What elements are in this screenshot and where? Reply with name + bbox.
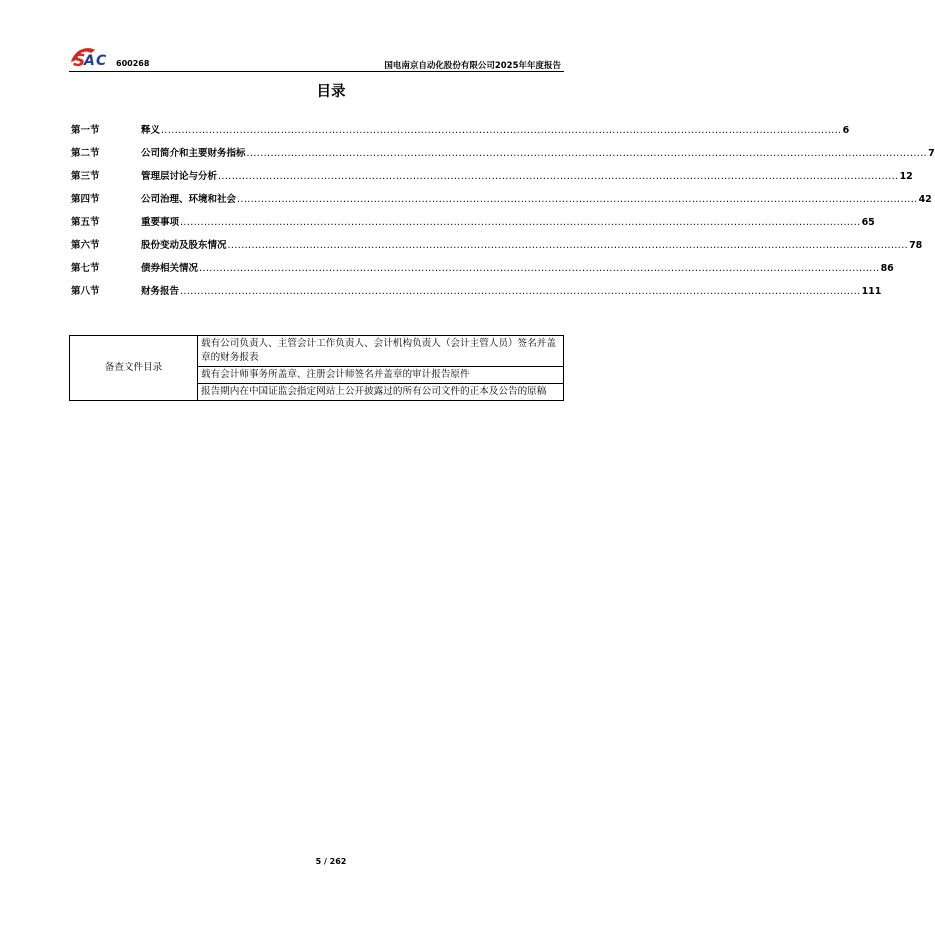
toc-leader-dots: ....................................................................................................................................................................................................... bbox=[218, 171, 899, 182]
svg-text:A: A bbox=[84, 53, 95, 69]
reference-doc-item: 报告期内在中国证监会指定网站上公开披露过的所有公司文件的正本及公告的原稿 bbox=[198, 384, 564, 401]
toc-page-number: 6 bbox=[842, 125, 850, 136]
toc-page-number: 12 bbox=[899, 171, 913, 182]
toc-section-name: 股份变动及股东情况 bbox=[141, 240, 227, 251]
toc-section-number: 第七节 bbox=[71, 263, 100, 274]
table-of-contents bbox=[71, 122, 935, 306]
table-row bbox=[70, 336, 564, 367]
toc-section-number: 第五节 bbox=[71, 217, 100, 228]
toc-leader-dots: ....................................................................................................................................................................................................... bbox=[180, 217, 861, 228]
toc-item[interactable] bbox=[71, 214, 875, 237]
toc-page-number: 7 bbox=[928, 148, 935, 159]
toc-page-number: 65 bbox=[861, 217, 875, 228]
toc-title: 目录 bbox=[316, 84, 346, 100]
toc-leader-dots: ....................................................................................................................................................................................................... bbox=[246, 148, 928, 159]
toc-item[interactable] bbox=[71, 260, 894, 283]
report-title: 国电南京自动化股份有限公司2025年年度报告 bbox=[384, 61, 561, 71]
toc-page-number: 86 bbox=[880, 263, 894, 274]
reference-doc-item: 载有公司负责人、主管会计工作负责人、会计机构负责人（会计主管人员）签名并盖章的财务报表 bbox=[198, 336, 564, 367]
toc-section-number: 第一节 bbox=[71, 125, 100, 136]
toc-page-number: 42 bbox=[918, 194, 932, 205]
toc-section-name: 管理层讨论与分析 bbox=[141, 171, 218, 182]
reference-doc-item: 载有会计师事务所盖章、注册会计师签名并盖章的审计报告原件 bbox=[198, 367, 564, 384]
svg-text:S: S bbox=[73, 51, 86, 71]
page-number-footer: 5 / 262 bbox=[315, 857, 347, 866]
toc-section-name: 公司治理、环境和社会 bbox=[141, 194, 237, 205]
toc-item[interactable] bbox=[71, 122, 850, 145]
reference-documents-table bbox=[69, 335, 564, 401]
toc-section-number: 第二节 bbox=[71, 148, 100, 159]
toc-section-name: 债券相关情况 bbox=[141, 263, 199, 274]
toc-page-number: 78 bbox=[909, 240, 923, 251]
toc-item[interactable] bbox=[71, 283, 882, 306]
toc-section-number: 第四节 bbox=[71, 194, 100, 205]
toc-leader-dots: ....................................................................................................................................................................................................... bbox=[161, 125, 842, 136]
reference-docs-label: 备查文件目录 bbox=[70, 336, 198, 401]
page-header bbox=[69, 44, 564, 72]
toc-section-number: 第八节 bbox=[71, 286, 100, 297]
svg-text:C: C bbox=[96, 53, 107, 69]
toc-item[interactable] bbox=[71, 237, 923, 260]
toc-section-name: 公司简介和主要财务指标 bbox=[141, 148, 246, 159]
toc-leader-dots: ....................................................................................................................................................................................................... bbox=[237, 194, 918, 205]
toc-item[interactable] bbox=[71, 145, 935, 168]
toc-item[interactable] bbox=[71, 168, 913, 191]
toc-section-name: 重要事项 bbox=[141, 217, 180, 228]
toc-section-number: 第六节 bbox=[71, 240, 100, 251]
stock-code: 600268 bbox=[116, 59, 150, 68]
toc-item[interactable] bbox=[71, 191, 932, 214]
toc-section-name: 财务报告 bbox=[141, 286, 180, 297]
toc-section-number: 第三节 bbox=[71, 171, 100, 182]
toc-page-number: 111 bbox=[861, 286, 882, 297]
toc-section-name: 释义 bbox=[141, 125, 161, 136]
toc-leader-dots: ....................................................................................................................................................................................................... bbox=[227, 240, 909, 251]
toc-leader-dots: ....................................................................................................................................................................................................... bbox=[199, 263, 880, 274]
toc-leader-dots: ....................................................................................................................................................................................................... bbox=[180, 286, 861, 297]
